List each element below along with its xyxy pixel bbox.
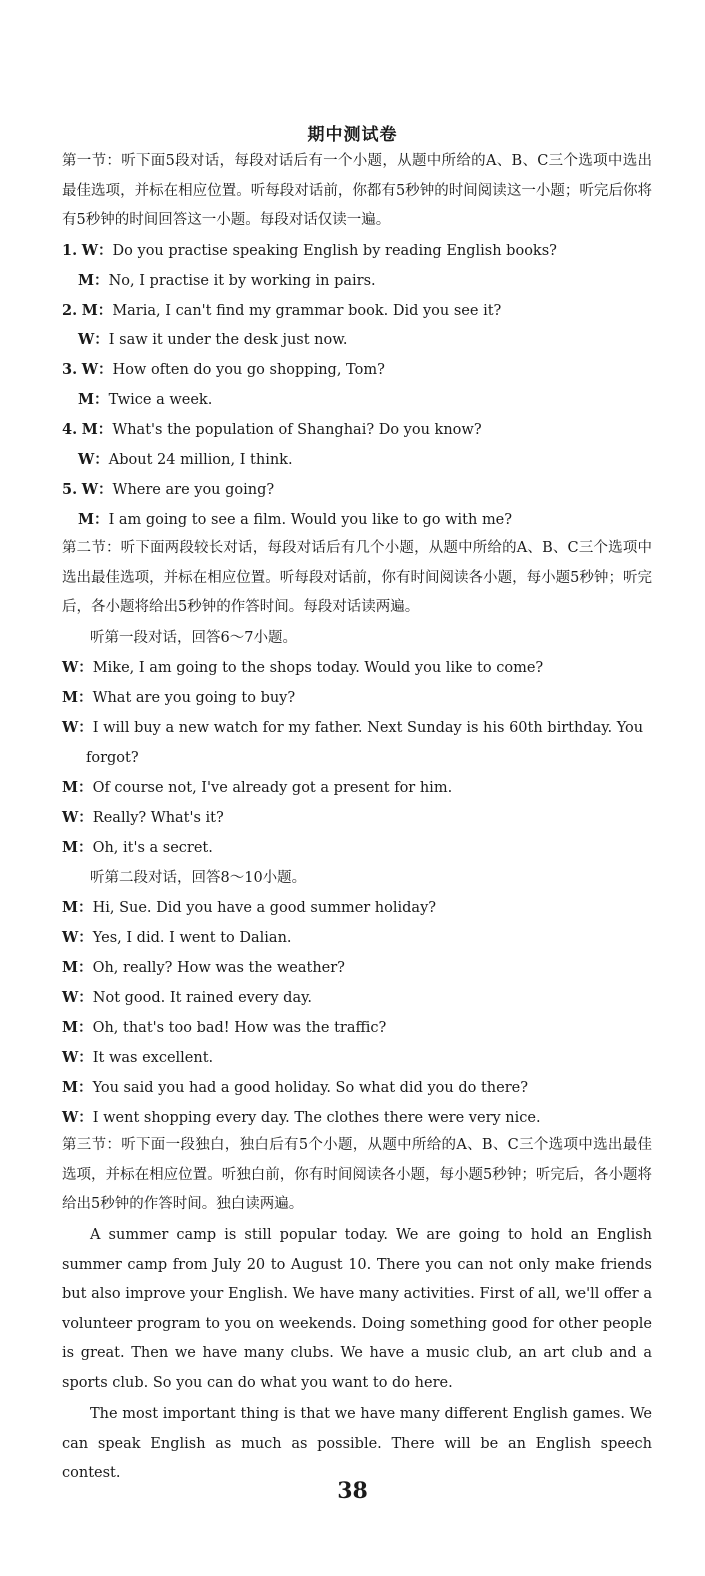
- item5-line1: [62, 480, 274, 500]
- item3-line2: [78, 390, 212, 410]
- dialogue-text: Maria, I can't find my grammar book. Did you see it?: [112, 303, 502, 319]
- speaker-label: W：: [81, 242, 113, 259]
- dialogue-text: What's the population of Shanghai? Do you know?: [112, 422, 482, 438]
- item1-line1: [62, 241, 557, 261]
- dialogue-text: You said you had a good holiday. So what did you do there?: [92, 1080, 528, 1096]
- item1-line2: [78, 271, 376, 291]
- dialogue1-line: [62, 718, 643, 738]
- dialogue1-line: [62, 778, 452, 798]
- speaker-label: W：: [78, 451, 109, 468]
- dialogue1-line: [62, 808, 224, 828]
- dialogue1-line: [86, 748, 139, 768]
- dialogue-text: Oh, really? How was the weather?: [92, 960, 345, 976]
- item2-line1: [62, 301, 501, 321]
- speaker-label: W：: [62, 809, 93, 826]
- dialogue1-line: [62, 688, 295, 708]
- item-number: 3.: [62, 361, 78, 378]
- speaker-label: W：: [78, 331, 109, 348]
- dialogue2-line: [62, 928, 292, 948]
- dialogue-text: Hi, Sue. Did you have a good summer holiday?: [92, 900, 437, 916]
- item-number: 4.: [62, 421, 78, 438]
- dialogue-text: Oh, that's too bad! How was the traffic?: [92, 1020, 387, 1036]
- dialogue2-line: [62, 898, 436, 918]
- speaker-label: M：: [62, 689, 93, 706]
- dialogue-text: I will buy a new watch for my father. Next Sunday is his 60th birthday. You: [92, 720, 644, 736]
- dialogue-text: About 24 million, I think.: [108, 452, 293, 468]
- monologue-paragraph-1: A summer camp is still popular today. We are going to hold an English summer camp from July 20 to August 10. There you can not only make friends but also improve your English. We have many activities. First of all, we'll offer a volunteer program to you on weekends. Doing something good for other people is great. Then we have many clubs. We have a music club, an art club and a sports club. So you can do what you want to do here.: [62, 1227, 652, 1391]
- item4-line2: [78, 450, 293, 470]
- item-number: 2.: [62, 302, 78, 319]
- item-number: 1.: [62, 242, 78, 259]
- item-number: 5.: [62, 481, 78, 498]
- item4-line1: [62, 420, 482, 440]
- speaker-label: M：: [81, 302, 113, 319]
- dialogue2-heading: 听第二段对话，回答8～10小题。: [90, 870, 307, 886]
- page-title: 期中测试卷: [307, 125, 398, 145]
- dialogue-text: Yes, I did. I went to Dalian.: [92, 930, 292, 946]
- speaker-label: M：: [78, 511, 109, 528]
- dialogue-text: Not good. It rained every day.: [92, 990, 312, 1006]
- speaker-label: M：: [62, 1019, 93, 1036]
- speaker-label: W：: [62, 1049, 93, 1066]
- speaker-label: M：: [62, 899, 93, 916]
- dialogue1-line: [62, 658, 543, 678]
- dialogue2-line: [62, 1018, 386, 1038]
- page-number: 38: [337, 1478, 368, 1504]
- speaker-label: W：: [62, 719, 93, 736]
- dialogue-text: Of course not, I've already got a present for him.: [92, 780, 453, 796]
- monologue-paragraph-2: The most important thing is that we have many different English games. We can speak English as much as possible. There will be an English speech contest.: [62, 1406, 652, 1481]
- dialogue1-line: [62, 838, 213, 858]
- speaker-label: W：: [81, 361, 113, 378]
- dialogue-text: Twice a week.: [108, 392, 213, 408]
- dialogue-text: Oh, it's a secret.: [92, 840, 213, 856]
- section1-instructions: 第一节：听下面5段对话，每段对话后有一个小题，从题中所给的A、B、C三个选项中选出最佳选项，并标在相应位置。听每段对话前，你都有5秒钟的时间阅读这一小题；听完后你将有5秒钟的时间回答这一小题。每段对话仅读一遍。: [62, 153, 652, 228]
- section2-instructions: 第二节：听下面两段较长对话，每段对话后有几个小题，从题中所给的A、B、C三个选项中选出最佳选项，并标在相应位置。听每段对话前，你有时间阅读各小题，每小题5秒钟；听完后，各小题将给出5秒钟的作答时间。每段对话读两遍。: [62, 540, 652, 615]
- speaker-label: W：: [62, 659, 93, 676]
- speaker-label: M：: [62, 1079, 93, 1096]
- dialogue-text: forgot?: [86, 750, 139, 766]
- dialogue-text: I am going to see a film. Would you like to go with me?: [108, 512, 513, 528]
- speaker-label: M：: [62, 839, 93, 856]
- speaker-label: W：: [62, 929, 93, 946]
- dialogue-text: I went shopping every day. The clothes there were very nice.: [92, 1110, 541, 1126]
- speaker-label: W：: [81, 481, 113, 498]
- dialogue-text: Mike, I am going to the shops today. Would you like to come?: [92, 660, 544, 676]
- dialogue2-line: [62, 1108, 541, 1128]
- speaker-label: M：: [78, 272, 109, 289]
- dialogue-text: No, I practise it by working in pairs.: [108, 273, 376, 289]
- dialogue2-line: [62, 958, 345, 978]
- dialogue-text: Really? What's it?: [92, 810, 224, 826]
- dialogue-text: I saw it under the desk just now.: [108, 332, 348, 348]
- dialogue-text: How often do you go shopping, Tom?: [112, 362, 385, 378]
- dialogue-text: Where are you going?: [112, 482, 275, 498]
- dialogue-text: It was excellent.: [92, 1050, 214, 1066]
- dialogue1-heading: 听第一段对话，回答6～7小题。: [90, 630, 297, 646]
- dialogue-text: What are you going to buy?: [92, 690, 296, 706]
- speaker-label: W：: [62, 1109, 93, 1126]
- dialogue-text: Do you practise speaking English by reading English books?: [112, 243, 557, 259]
- speaker-label: W：: [62, 989, 93, 1006]
- item3-line1: [62, 360, 385, 380]
- dialogue2-line: [62, 988, 312, 1008]
- speaker-label: M：: [78, 391, 109, 408]
- speaker-label: M：: [62, 959, 93, 976]
- speaker-label: M：: [62, 779, 93, 796]
- dialogue2-line: [62, 1048, 213, 1068]
- speaker-label: M：: [81, 421, 113, 438]
- item5-line2: [78, 510, 512, 530]
- section3-instructions: 第三节：听下面一段独白，独白后有5个小题，从题中所给的A、B、C三个选项中选出最佳选项，并标在相应位置。听独白前，你有时间阅读各小题，每小题5秒钟；听完后，各小题将给出5秒钟的作答时间。独白读两遍。: [62, 1137, 652, 1212]
- item2-line2: [78, 330, 348, 350]
- dialogue2-line: [62, 1078, 528, 1098]
